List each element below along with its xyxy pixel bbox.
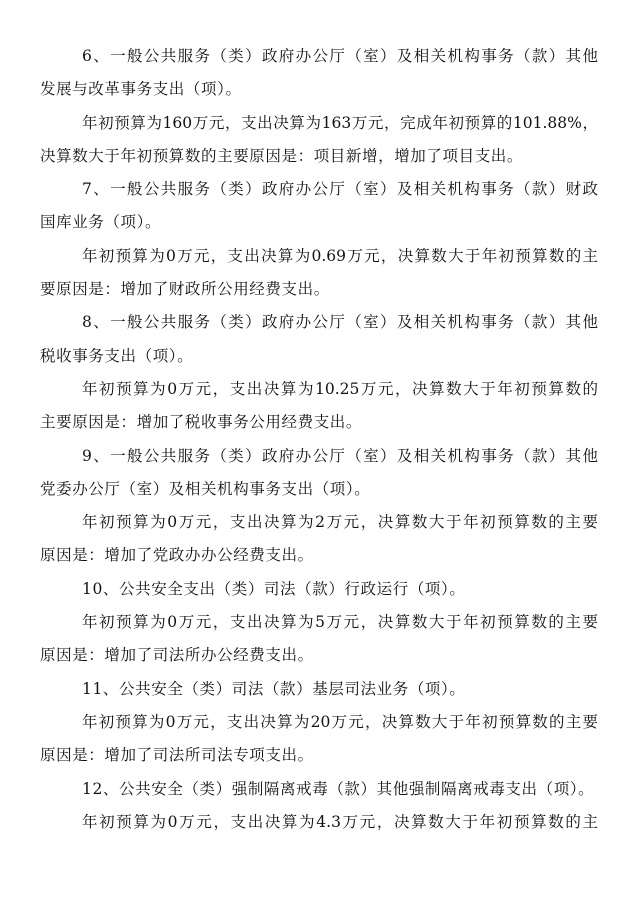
text-line: 年初预算为0万元，支出决算为0.69万元，决算数大于年初预算数的主: [82, 246, 598, 265]
text-line: 原因是：增加了司法所办公经费支出。: [40, 646, 314, 665]
text-line: 原因是：增加了党政办办公经费支出。: [40, 546, 314, 565]
text-line: 决算数大于年初预算数的主要原因是：项目新增，增加了项目支出。: [40, 146, 524, 165]
text-line: 要原因是：增加了财政所公用经费支出。: [40, 280, 330, 299]
item-6-heading: [40, 40, 598, 107]
item-10-heading: [40, 573, 598, 606]
text-line: 原因是：增加了司法所司法专项支出。: [40, 746, 314, 765]
text-line: 年初预算为0万元，支出决算为10.25万元，决算数大于年初预算数的: [82, 379, 598, 398]
item-7-heading: [40, 173, 598, 240]
item-11-heading: [40, 673, 598, 706]
document-page: [40, 40, 598, 839]
text-line: 10、公共安全支出（类）司法（款）行政运行（项）。: [82, 579, 466, 598]
text-line: 8、一般公共服务（类）政府办公厅（室）及相关机构事务（款）其他: [82, 313, 598, 332]
item-8-heading: [40, 306, 598, 373]
text-line: 11、公共安全（类）司法（款）基层司法业务（项）。: [82, 679, 466, 698]
text-line: 税收事务支出（项）。: [40, 346, 194, 365]
item-10-explanation: [40, 606, 598, 673]
text-line: 年初预算为0万元，支出决算为20万元，决算数大于年初预算数的主要: [82, 712, 598, 731]
text-line: 6、一般公共服务（类）政府办公厅（室）及相关机构事务（款）其他: [82, 47, 598, 65]
text-line: 9、一般公共服务（类）政府办公厅（室）及相关机构事务（款）其他: [82, 446, 598, 465]
item-9-heading: [40, 440, 598, 507]
item-12-heading: [40, 773, 598, 806]
text-line: 发展与改革事务支出（项）。: [40, 80, 242, 99]
item-11-explanation: [40, 706, 598, 773]
text-line: 7、一般公共服务（类）政府办公厅（室）及相关机构事务（款）财政: [82, 180, 598, 199]
text-line: 年初预算为0万元，支出决算为5万元，决算数大于年初预算数的主要: [82, 613, 598, 632]
item-12-explanation: [40, 806, 598, 839]
text-line: 年初预算为0万元，支出决算为2万元，决算数大于年初预算数的主要: [82, 513, 598, 532]
item-9-explanation: [40, 506, 598, 573]
text-line: 主要原因是：增加了税收事务公用经费支出。: [40, 413, 363, 432]
item-7-explanation: [40, 240, 598, 307]
text-line: 年初预算为0万元，支出决算为4.3万元，决算数大于年初预算数的主: [82, 812, 598, 831]
text-line: 年初预算为160万元，支出决算为163万元，完成年初预算的101.88%，: [82, 113, 598, 132]
item-8-explanation: [40, 373, 598, 440]
text-line: 国库业务（项）。: [40, 213, 162, 232]
text-line: 党委办公厅（室）及相关机构事务支出（项）。: [40, 479, 371, 498]
item-6-explanation: [40, 107, 598, 174]
text-line: 12、公共安全（类）强制隔离戒毒（款）其他强制隔离戒毒支出（项）。: [82, 779, 595, 798]
